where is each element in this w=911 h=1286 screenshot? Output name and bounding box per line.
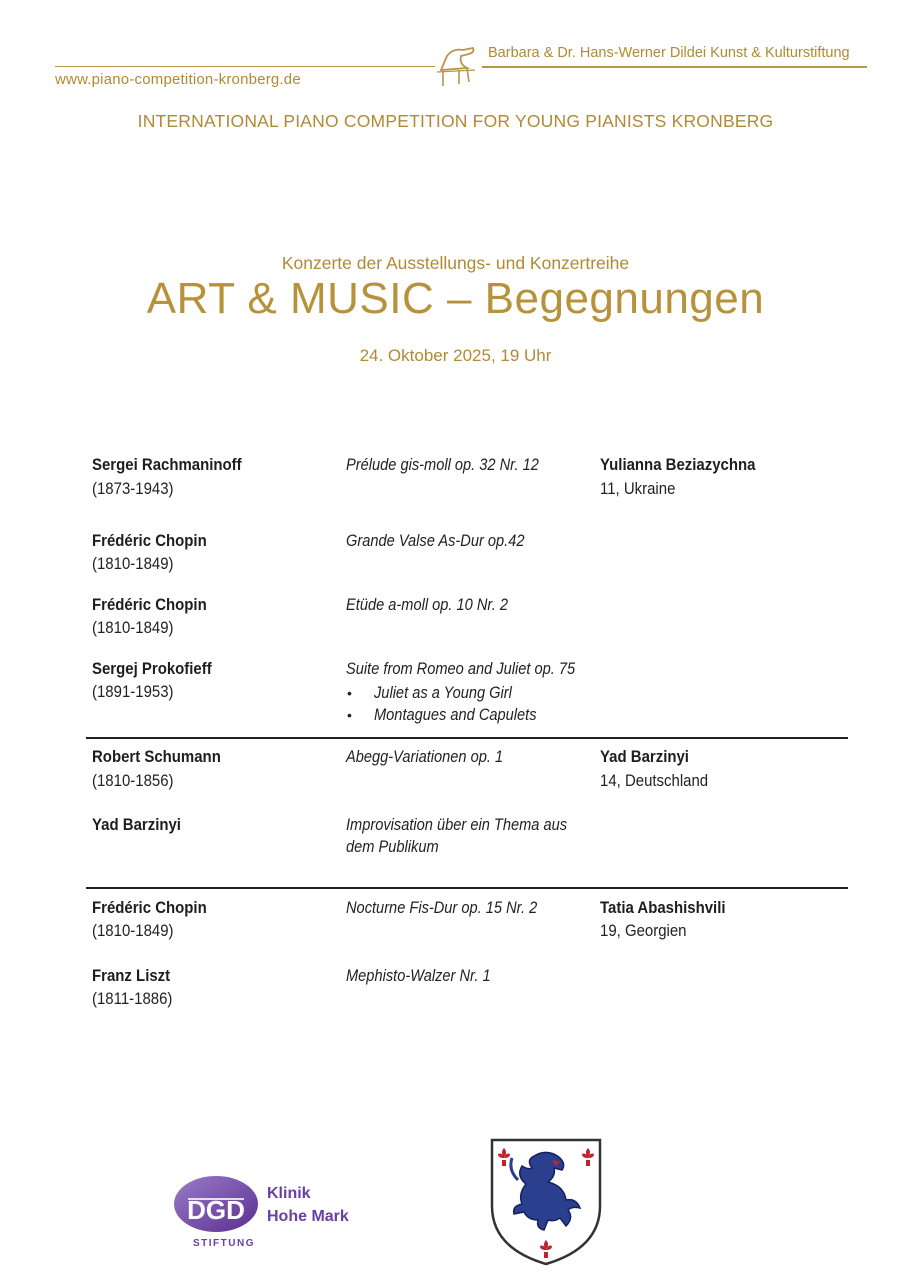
bullet-icon: • (347, 707, 352, 723)
event-title: ART & MUSIC – Begegnungen (146, 274, 765, 323)
section-divider (86, 737, 848, 739)
composer-years: (1810-1849) (92, 554, 174, 573)
composer-years: (1891-1953) (92, 682, 174, 701)
concert-series: Konzerte der Ausstellungs- und Konzertreihe (281, 253, 630, 273)
section-divider (86, 887, 848, 889)
movement-title: Juliet as a Young Girl (374, 683, 512, 702)
header-rule-left (55, 66, 435, 67)
work-title: Improvisation über ein Thema aus (346, 815, 568, 834)
movement-title: Montagues and Capulets (374, 705, 537, 724)
hohe-mark-label: Hohe Mark (267, 1208, 349, 1225)
dgd-letters: DGD (187, 1195, 245, 1225)
dgd-stiftung-label: STIFTUNG (193, 1238, 255, 1249)
work-title: Etüde a-moll op. 10 Nr. 2 (346, 595, 508, 614)
composer-years: (1873-1943) (92, 479, 174, 498)
composer-years: (1810-1849) (92, 618, 174, 637)
work-title-continued: dem Publikum (346, 837, 439, 856)
work-title: Nocturne Fis-Dur op. 15 Nr. 2 (346, 898, 538, 917)
bullet-icon: • (347, 685, 352, 701)
performer-name: Tatia Abashishvili (600, 898, 726, 917)
composer-name: Frédéric Chopin (92, 595, 207, 614)
foundation-name: Barbara & Dr. Hans-Werner Dildei Kunst & Kulturstiftung (488, 45, 850, 61)
header-rule-right (482, 66, 867, 68)
website-link[interactable]: www.piano-competition-kronberg.de (55, 71, 301, 88)
performer-info: 11, Ukraine (600, 479, 676, 498)
performer-name: Yad Barzinyi (600, 747, 689, 766)
composer-name: Sergej Prokofieff (92, 659, 212, 678)
composer-years: (1811-1886) (92, 989, 173, 1008)
grand-piano-icon (433, 42, 481, 90)
composer-years: (1810-1849) (92, 921, 174, 940)
work-title: Suite from Romeo and Juliet op. 75 (346, 659, 576, 678)
composer-name: Robert Schumann (92, 747, 221, 766)
performer-info: 19, Georgien (600, 921, 687, 940)
coat-of-arms-lion-icon (488, 1136, 604, 1266)
dgd-stiftung-logo (172, 1174, 262, 1238)
composer-name: Frédéric Chopin (92, 531, 207, 550)
work-title: Mephisto-Walzer Nr. 1 (346, 966, 491, 985)
work-title: Prélude gis-moll op. 32 Nr. 12 (346, 455, 539, 474)
klinik-label: Klinik (267, 1185, 311, 1202)
composer-years: (1810-1856) (92, 771, 174, 790)
work-title: Grande Valse As-Dur op.42 (346, 531, 525, 550)
performer-name: Yulianna Beziazychna (600, 455, 756, 474)
composer-name: Frédéric Chopin (92, 898, 207, 917)
work-title: Abegg-Variationen op. 1 (346, 747, 504, 766)
performer-info: 14, Deutschland (600, 771, 709, 790)
composer-name: Yad Barzinyi (92, 815, 181, 834)
competition-title: INTERNATIONAL PIANO COMPETITION FOR YOUNG PIANISTS KRONBERG (137, 111, 774, 131)
composer-name: Sergei Rachmaninoff (92, 455, 242, 474)
composer-name: Franz Liszt (92, 966, 171, 985)
event-date: 24. Oktober 2025, 19 Uhr (359, 346, 552, 365)
